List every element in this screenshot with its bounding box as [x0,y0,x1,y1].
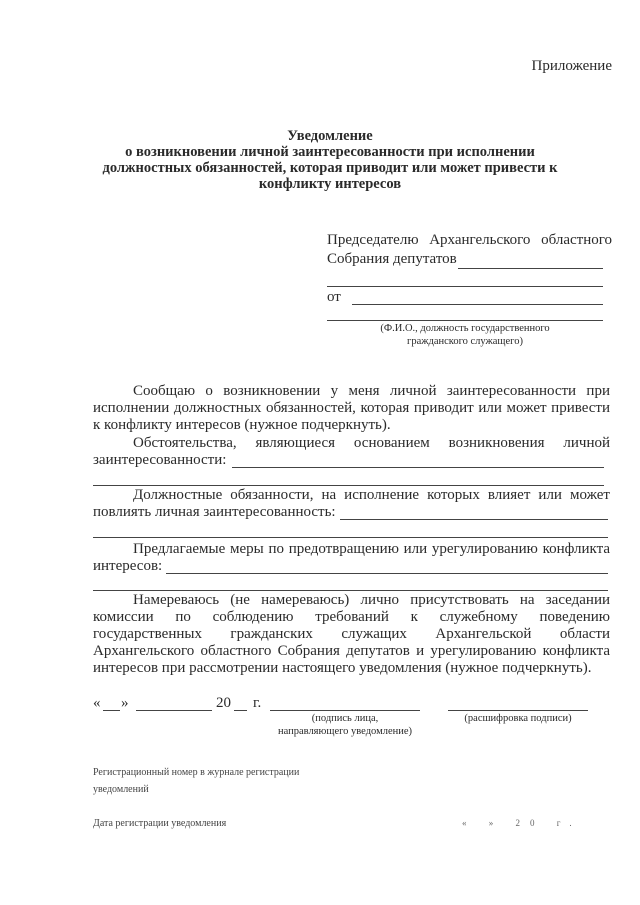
paragraph-3-line-1: Должностные обязанности, на исполнение которых влияет или может [133,487,610,503]
paragraph-5: Намереваюсь (не намереваюсь) лично присутствовать на заседании комиссии по соблюдению требований к служебному поведению государственных гражданских служащих Архангельской области Архангельского областного Собрания депутатов и урегулированию конфликта интересов при рассмотрении настоящего уведомления (нужное подчеркнуть). [93,592,610,676]
annex-label: Приложение [531,58,612,74]
measures-line-1[interactable] [166,573,608,574]
signature-caption-line-1: (подпись лица, [311,713,379,724]
duties-line-1[interactable] [340,519,608,520]
signature-caption-line-2: направляющего уведомление) [277,726,413,737]
addressee-name-line[interactable] [458,268,603,269]
date-open-quote: « [93,695,101,711]
from-label: от [327,289,341,305]
paragraph-4-line-1: Предлагаемые меры по предотвращению или урегулированию конфликта [133,541,610,557]
title-line-2: о возникновении личной заинтересованности при исполнении [125,144,535,160]
date-close-quote: » [121,695,129,711]
from-caption-line-1: (Ф.И.О., должность государственного [380,323,550,334]
measures-line-2[interactable] [93,590,608,591]
registration-number-label [93,764,299,798]
registration-date-label: Дата регистрации уведомления [93,818,227,829]
from-position-line[interactable] [327,320,603,321]
addressee-extra-line[interactable] [327,286,603,287]
month-field[interactable] [136,710,212,711]
paragraph-2-line-1: Обстоятельства, являющиеся основанием возникновения личной [133,435,610,451]
year-field[interactable] [234,710,247,711]
duties-line-2[interactable] [93,537,608,538]
paragraph-4-line-2: интересов: [93,558,163,574]
signature-caption [270,712,420,738]
registration-number-line-2: уведомлений [93,784,149,795]
title-line-3: должностных обязанностей, которая приводит или может привести к [102,160,558,176]
paragraph-1: Сообщаю о возникновении у меня личной заинтересованности при исполнении должностных обязанностей, которая приводит или может привести к конфликту интересов (нужное подчеркнуть). [93,383,610,433]
paragraph-3-line-2: повлиять личная заинтересованность: [93,504,336,520]
registration-date-field[interactable]: « » 20 г. [462,818,582,828]
signature-field[interactable] [270,710,420,711]
year-prefix: 20 [216,695,231,711]
addressee-line-1: Председателю Архангельского областного [327,232,612,248]
registration-number-line-1: Регистрационный номер в журнале регистрации [93,767,300,778]
paragraph-2-line-2: заинтересованности: [93,452,227,468]
from-name-line[interactable] [352,304,603,305]
year-suffix: г. [253,695,262,711]
from-caption [327,322,603,348]
day-field[interactable] [103,710,120,711]
document-title [100,128,560,192]
from-caption-line-2: гражданского служащего) [407,336,523,347]
circumstances-line-2[interactable] [93,485,604,486]
title-line-4: конфликту интересов [258,176,402,192]
circumstances-line-1[interactable] [232,467,604,468]
title-line-1: Уведомление [287,128,373,144]
signature-decode-caption: (расшифровка подписи) [464,713,572,724]
addressee-line-2: Собрания депутатов [327,251,457,267]
signature-decode-field[interactable] [448,710,588,711]
